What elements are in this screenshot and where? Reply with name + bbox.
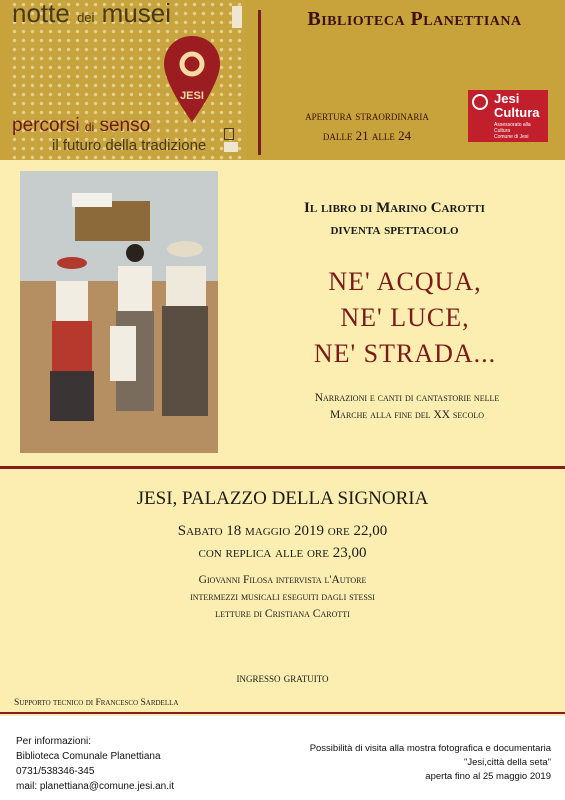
logo-word-dei: dei: [77, 10, 95, 25]
footer: [0, 716, 565, 800]
logo-line3: il futuro della tradizione: [52, 137, 207, 154]
badge-sub: [494, 122, 548, 140]
contact-library: Biblioteca Comunale Planettiana: [16, 751, 161, 762]
intro-line2: diventa spettacolo: [330, 222, 459, 238]
logo-line1: [12, 0, 171, 33]
badge-sub-line1: Assessorato alla Cultura: [494, 122, 531, 134]
title-line2: NE' LUCE,: [340, 303, 470, 332]
opening-line1: apertura straordinaria: [305, 108, 429, 123]
badge-name-line1: Jesi: [494, 91, 520, 106]
intro-line1: Il libro di Marino Carotti: [304, 200, 485, 216]
opening-line2: dalle 21 alle 24: [322, 128, 412, 143]
exhibition-line3: aperta fino al 25 maggio 2019: [425, 771, 551, 782]
badge-name-line2: Cultura: [494, 105, 540, 120]
event-credits: [0, 572, 565, 623]
logo-word-di: di: [84, 120, 95, 134]
credit-line3: letture di Cristiana Carotti: [215, 608, 350, 620]
badge-sub-line2: Comune di Jesi: [494, 134, 529, 140]
wheel-icon: [472, 94, 488, 110]
badge-name: [494, 92, 540, 120]
show-title: [270, 264, 540, 372]
event-date: Sabato 18 maggio 2019 ore 22,00: [177, 523, 388, 539]
divider-rule: [0, 466, 565, 469]
title-line3: NE' STRADA...: [313, 339, 497, 368]
event-location: JESI, PALAZZO DELLA SIGNORIA: [136, 488, 429, 509]
event-replica: con replica alle ore 23,00: [198, 545, 367, 561]
contact-email: mail: planettiana@comune.jesi.an.it: [16, 781, 175, 792]
header-divider: [258, 10, 261, 155]
museum-mini-icon: [232, 6, 242, 28]
exhibition-line2: "Jesi,città della seta": [463, 757, 551, 768]
subtitle-line1: Narrazioni e canti di cantastorie nelle: [314, 392, 500, 404]
show-subtitle: [262, 390, 552, 424]
contact-info: [16, 734, 174, 794]
subtitle-line2: Marche alla fine del XX secolo: [329, 409, 485, 421]
jesi-cultura-badge: [468, 90, 548, 142]
library-title: Biblioteca Planettiana: [307, 8, 522, 30]
logo-word-senso: senso: [99, 115, 151, 136]
map-pin-icon: [162, 34, 222, 124]
exhibition-info: [270, 742, 551, 784]
sponsor-mini-icon: [224, 142, 238, 152]
pin-label: JESI: [180, 90, 204, 102]
event-logo: [10, 0, 246, 160]
event-schedule: [0, 520, 565, 564]
logo-line2: [12, 115, 150, 138]
credit-line1: Giovanni Filosa intervista l'Autore: [198, 574, 367, 586]
contact-phone: 0731/538346-345: [16, 766, 95, 777]
logo-word-percorsi: percorsi: [12, 115, 80, 136]
credit-line2: intermezzi musicali eseguiti dagli stessi: [190, 591, 375, 603]
title-line1: NE' ACQUA,: [328, 267, 482, 296]
logo-word-musei: musei: [101, 0, 172, 28]
logo-word-notte: notte: [12, 0, 70, 28]
opening-hours: [272, 106, 462, 146]
exhibition-line1: Possibilità di visita alla mostra fotografica e documentaria: [309, 743, 551, 754]
contact-title: Per informazioni:: [16, 736, 92, 747]
tech-support: Supporto tecnico di Francesco Sardella: [14, 698, 179, 708]
historic-photo: [20, 171, 218, 453]
building-mini-icon: [224, 128, 234, 140]
entry-info: ingresso gratuito: [236, 670, 329, 685]
intro-text: [242, 197, 547, 241]
footer-rule: [0, 712, 565, 714]
